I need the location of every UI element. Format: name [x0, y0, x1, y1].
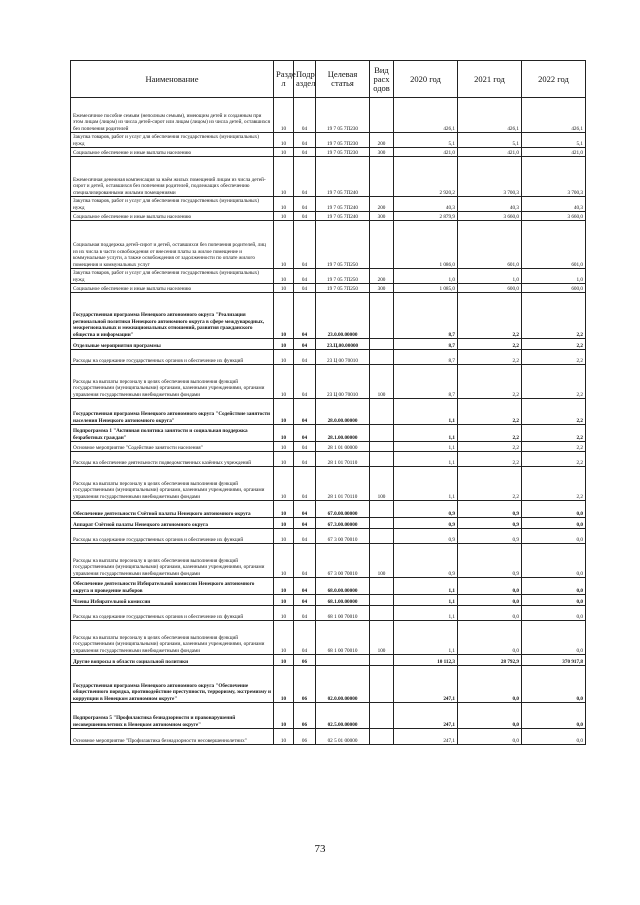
row-expense-type [370, 452, 394, 467]
row-section: 10 [274, 529, 294, 544]
row-subsection: 06 [294, 703, 316, 729]
row-value-2020: 0,9 [394, 544, 458, 578]
row-subsection: 04 [294, 339, 316, 350]
row-value-2021: 0,0 [458, 578, 522, 595]
row-name: Социальная поддержка детей-сирот и детей, оставшихся без попечения родителей, лиц из их числа в части освобождения от внесения платы за жилое помещение и коммунальные услуги, а также освобождения от задолженности по оплате жилого помещения и коммунальных услуг [71, 221, 274, 269]
row-name: Ежемесячное пособие семьям (неполным семьям), имеющим детей и созданным при этом лицам (лицом) из числа детей-сирот или лицам (лицом) из числа детей, оставшихся без попечения родителей [71, 98, 274, 133]
row-value-2022: 2,2 [522, 425, 586, 442]
row-name: Расходы на содержание государственных органов и обеспечение их функций [71, 606, 274, 621]
row-target-article: 67 3 00 70010 [316, 529, 370, 544]
table-row [71, 666, 586, 703]
row-value-2020: 1,1 [394, 606, 458, 621]
table-row [71, 197, 586, 212]
row-expense-type: 100 [370, 544, 394, 578]
row-target-article: 28.1.00.00000 [316, 425, 370, 442]
row-subsection: 04 [294, 467, 316, 501]
table-row [71, 221, 586, 269]
row-section: 10 [274, 544, 294, 578]
budget-table-page [70, 60, 585, 745]
row-section: 10 [274, 452, 294, 467]
row-subsection: 04 [294, 157, 316, 197]
table-row [71, 518, 586, 529]
header-expense-type: Вид расх одов [370, 61, 394, 98]
row-value-2022: 0,0 [522, 578, 586, 595]
row-target-article: 02.5.00.00000 [316, 703, 370, 729]
header-year-2021: 2021 год [458, 61, 522, 98]
row-subsection: 06 [294, 729, 316, 745]
row-expense-type [370, 98, 394, 133]
row-value-2022: 600,0 [522, 284, 586, 293]
row-expense-type: 100 [370, 365, 394, 399]
row-value-2021: 40,3 [458, 197, 522, 212]
row-expense-type: 200 [370, 133, 394, 148]
table-row [71, 544, 586, 578]
row-expense-type [370, 399, 394, 425]
row-value-2021: 3 660,0 [458, 212, 522, 221]
table-row [71, 339, 586, 350]
row-target-article: 23.Ц.00.00000 [316, 339, 370, 350]
row-section: 10 [274, 425, 294, 442]
row-value-2021: 0,9 [458, 518, 522, 529]
row-value-2021: 426,1 [458, 98, 522, 133]
row-value-2022: 370 917,8 [522, 655, 586, 666]
row-section: 10 [274, 655, 294, 666]
row-subsection: 04 [294, 606, 316, 621]
row-target-article: 02.0.00.00000 [316, 666, 370, 703]
row-name: Другие вопросы в области социальной политики [71, 655, 274, 666]
row-value-2020: 8,7 [394, 350, 458, 365]
row-section: 10 [274, 666, 294, 703]
row-expense-type [370, 518, 394, 529]
row-value-2021: 0,9 [458, 544, 522, 578]
row-value-2022: 5,1 [522, 133, 586, 148]
row-section: 10 [274, 221, 294, 269]
row-value-2021: 0,0 [458, 703, 522, 729]
row-section: 10 [274, 339, 294, 350]
table-header-row [71, 61, 586, 98]
row-section: 10 [274, 133, 294, 148]
row-target-article: 68 1 00 70010 [316, 621, 370, 655]
header-name: Наименование [71, 61, 274, 98]
row-section: 10 [274, 212, 294, 221]
row-expense-type [370, 425, 394, 442]
row-subsection: 04 [294, 293, 316, 339]
row-target-article: 67 3 00 70010 [316, 544, 370, 578]
row-name: Расходы на выплаты персоналу в целях обеспечения выполнения функций государственными (муниципальными) органами, казенными учреждениями, органами управления государственными внебюджетными фондами [71, 621, 274, 655]
row-name: Социальное обеспечение и иные выплаты населению [71, 148, 274, 157]
row-section: 10 [274, 269, 294, 284]
row-subsection: 04 [294, 221, 316, 269]
row-value-2022: 421,0 [522, 148, 586, 157]
row-target-article: 28 1 01 70110 [316, 467, 370, 501]
row-subsection: 04 [294, 442, 316, 452]
row-target-article: 68 1 00 70010 [316, 606, 370, 621]
row-value-2021: 0,0 [458, 729, 522, 745]
row-value-2021: 0,0 [458, 621, 522, 655]
row-name: Закупка товаров, работ и услуг для обеспечения государственных (муниципальных) нужд [71, 269, 274, 284]
row-expense-type [370, 703, 394, 729]
row-name: Расходы на выплаты персоналу в целях обеспечения выполнения функций государственными (муниципальными) органами, казенными учреждениями, органами управления государственными внебюджетными фондами [71, 365, 274, 399]
row-value-2021: 2,2 [458, 365, 522, 399]
row-expense-type: 300 [370, 284, 394, 293]
row-subsection: 04 [294, 284, 316, 293]
row-subsection: 04 [294, 269, 316, 284]
table-body [71, 98, 586, 745]
row-name: Расходы на выплаты персоналу в целях обеспечения выполнения функций государственными (муниципальными) органами, казенными учреждениями, органами управления государственными внебюджетными фондами [71, 467, 274, 501]
budget-table [70, 60, 586, 745]
row-subsection: 04 [294, 452, 316, 467]
table-row [71, 452, 586, 467]
row-value-2020: 1,1 [394, 452, 458, 467]
row-section: 10 [274, 98, 294, 133]
row-section: 10 [274, 578, 294, 595]
row-section: 10 [274, 729, 294, 745]
row-value-2020: 5,1 [394, 133, 458, 148]
row-value-2020: 1 086,0 [394, 221, 458, 269]
header-target-article: Целевая статья [316, 61, 370, 98]
row-section: 10 [274, 703, 294, 729]
row-expense-type [370, 666, 394, 703]
row-section: 10 [274, 157, 294, 197]
row-value-2020: 1,1 [394, 621, 458, 655]
row-name: Обеспечение деятельности Счётной палаты Ненецкого автономного округа [71, 501, 274, 518]
row-value-2022: 2,2 [522, 442, 586, 452]
row-value-2022: 2,2 [522, 350, 586, 365]
row-target-article: 19 7 05 7П230 [316, 148, 370, 157]
row-section: 10 [274, 293, 294, 339]
row-value-2020: 1,1 [394, 467, 458, 501]
row-target-article: 19 7 05 7П240 [316, 212, 370, 221]
row-value-2022: 0,0 [522, 703, 586, 729]
row-expense-type [370, 595, 394, 606]
row-value-2022: 0,0 [522, 729, 586, 745]
row-value-2022: 2,2 [522, 365, 586, 399]
row-expense-type: 200 [370, 197, 394, 212]
row-target-article: 19 7 05 7П250 [316, 284, 370, 293]
row-section: 10 [274, 467, 294, 501]
row-value-2022: 2,2 [522, 452, 586, 467]
row-section: 10 [274, 148, 294, 157]
row-name: Социальное обеспечение и иные выплаты населению [71, 284, 274, 293]
row-subsection: 04 [294, 595, 316, 606]
row-target-article: 02 5 01 00000 [316, 729, 370, 745]
row-target-article: 67.0.00.00000 [316, 501, 370, 518]
row-expense-type: 200 [370, 269, 394, 284]
row-value-2020: 1 085,0 [394, 284, 458, 293]
row-value-2022: 2,2 [522, 399, 586, 425]
row-value-2022: 3 660,0 [522, 212, 586, 221]
row-value-2020: 0,9 [394, 529, 458, 544]
row-value-2021: 2,2 [458, 442, 522, 452]
row-value-2021: 0,0 [458, 595, 522, 606]
row-subsection: 04 [294, 501, 316, 518]
row-target-article: 23 Ц 00 70010 [316, 350, 370, 365]
row-expense-type: 300 [370, 212, 394, 221]
row-value-2020: 421,0 [394, 148, 458, 157]
row-value-2022: 601,0 [522, 221, 586, 269]
row-subsection: 04 [294, 212, 316, 221]
row-value-2020: 2 920,2 [394, 157, 458, 197]
table-row [71, 529, 586, 544]
row-value-2020: 10 112,3 [394, 655, 458, 666]
row-value-2021: 601,0 [458, 221, 522, 269]
row-name: Обеспечение деятельности Избирательной комиссии Ненецкого автономного округа и проведение выборов [71, 578, 274, 595]
row-expense-type [370, 655, 394, 666]
row-name: Подпрограмма 1 "Активная политика занятости и социальная поддержка безработных граждан" [71, 425, 274, 442]
row-value-2022: 2,2 [522, 467, 586, 501]
row-value-2020: 40,3 [394, 197, 458, 212]
row-expense-type [370, 293, 394, 339]
row-value-2021: 2,2 [458, 350, 522, 365]
row-subsection: 04 [294, 399, 316, 425]
row-value-2020: 1,1 [394, 442, 458, 452]
row-value-2021: 2,2 [458, 467, 522, 501]
header-subsection: Подр аздел [294, 61, 316, 98]
table-row [71, 703, 586, 729]
row-target-article: 67.3.00.00000 [316, 518, 370, 529]
row-value-2022: 0,0 [522, 501, 586, 518]
row-expense-type [370, 606, 394, 621]
table-row [71, 399, 586, 425]
row-value-2020: 1,1 [394, 595, 458, 606]
row-section: 10 [274, 197, 294, 212]
row-name: Основное мероприятие "Профилактика безнадзорности несовершеннолетних" [71, 729, 274, 745]
row-value-2020: 8,7 [394, 365, 458, 399]
header-year-2020: 2020 год [394, 61, 458, 98]
row-subsection: 04 [294, 365, 316, 399]
row-value-2022: 0,0 [522, 529, 586, 544]
row-subsection: 04 [294, 518, 316, 529]
table-row [71, 501, 586, 518]
row-name: Закупка товаров, работ и услуг для обеспечения государственных (муниципальных) нужд [71, 133, 274, 148]
row-subsection: 04 [294, 578, 316, 595]
table-row [71, 284, 586, 293]
row-subsection: 04 [294, 425, 316, 442]
row-value-2020: 247,1 [394, 666, 458, 703]
row-name: Основное мероприятие "Содействие занятости населения" [71, 442, 274, 452]
row-expense-type [370, 339, 394, 350]
row-section: 10 [274, 442, 294, 452]
row-value-2020: 247,1 [394, 729, 458, 745]
row-expense-type [370, 221, 394, 269]
row-subsection: 04 [294, 133, 316, 148]
row-value-2021: 2,2 [458, 452, 522, 467]
row-value-2022: 0,0 [522, 544, 586, 578]
row-name: Государственная программа Ненецкого автономного округа "Содействие занятости населения Ненецкого автономного округа" [71, 399, 274, 425]
row-subsection: 04 [294, 350, 316, 365]
table-row [71, 425, 586, 442]
row-value-2022: 426,1 [522, 98, 586, 133]
row-expense-type [370, 157, 394, 197]
row-target-article: 28 1 01 70110 [316, 452, 370, 467]
row-value-2022: 40,3 [522, 197, 586, 212]
row-target-article: 19 7 05 7П240 [316, 197, 370, 212]
table-row [71, 350, 586, 365]
row-value-2020: 1,1 [394, 578, 458, 595]
row-value-2020: 1,1 [394, 399, 458, 425]
row-name: Закупка товаров, работ и услуг для обеспечения государственных (муниципальных) нужд [71, 197, 274, 212]
row-name: Расходы на содержание государственных органов и обеспечение их функций [71, 529, 274, 544]
row-target-article: 28.0.00.00000 [316, 399, 370, 425]
row-expense-type [370, 529, 394, 544]
row-value-2021: 1,0 [458, 269, 522, 284]
row-value-2021: 2,2 [458, 293, 522, 339]
row-subsection: 04 [294, 148, 316, 157]
header-section: Разде л [274, 61, 294, 98]
table-row [71, 148, 586, 157]
row-value-2022: 2,2 [522, 339, 586, 350]
row-value-2022: 0,0 [522, 595, 586, 606]
row-section: 10 [274, 284, 294, 293]
table-row [71, 269, 586, 284]
row-name: Расходы на обеспечение деятельности подведомственных казённых учреждений [71, 452, 274, 467]
row-value-2021: 0,0 [458, 606, 522, 621]
row-subsection: 06 [294, 666, 316, 703]
row-value-2020: 1,0 [394, 269, 458, 284]
row-name: Государственная программа Ненецкого автономного округа "Реализация региональной политики Ненецкого автономного округа в сфере международных, межрегиональных и межнациональных отношений, развития гражданского общества и информации" [71, 293, 274, 339]
row-value-2021: 421,0 [458, 148, 522, 157]
row-expense-type: 100 [370, 621, 394, 655]
row-value-2020: 247,1 [394, 703, 458, 729]
row-value-2021: 28 792,9 [458, 655, 522, 666]
row-value-2021: 2,2 [458, 425, 522, 442]
table-row [71, 442, 586, 452]
page-number: 73 [314, 843, 326, 855]
row-target-article: 19 7 05 7П250 [316, 269, 370, 284]
row-expense-type: 300 [370, 148, 394, 157]
row-value-2021: 5,1 [458, 133, 522, 148]
table-row [71, 595, 586, 606]
row-value-2022: 0,0 [522, 666, 586, 703]
row-target-article: 68.1.00.00000 [316, 595, 370, 606]
row-name: Государственная программа Ненецкого автономного округа "Обеспечение общественного порядка, противодействие преступности, терроризму, экстремизму и коррупции в Ненецком автономном округе" [71, 666, 274, 703]
row-target-article: 28 1 01 00000 [316, 442, 370, 452]
row-name: Аппарат Счётной палаты Ненецкого автономного округа [71, 518, 274, 529]
row-value-2020: 426,1 [394, 98, 458, 133]
row-expense-type [370, 350, 394, 365]
row-value-2022: 1,0 [522, 269, 586, 284]
row-section: 10 [274, 350, 294, 365]
row-subsection: 04 [294, 98, 316, 133]
row-target-article: 19 7 05 7П240 [316, 157, 370, 197]
row-value-2022: 0,0 [522, 606, 586, 621]
table-row [71, 606, 586, 621]
row-value-2020: 0,9 [394, 501, 458, 518]
row-value-2020: 0,9 [394, 518, 458, 529]
table-row [71, 365, 586, 399]
row-section: 10 [274, 501, 294, 518]
row-target-article: 19 7 05 7П250 [316, 221, 370, 269]
table-row [71, 133, 586, 148]
row-expense-type [370, 501, 394, 518]
row-expense-type [370, 578, 394, 595]
table-row [71, 578, 586, 595]
row-value-2021: 600,0 [458, 284, 522, 293]
row-value-2022: 0,0 [522, 621, 586, 655]
row-name: Подпрограмма 5 "Профилактика безнадзорности и правонарушений несовершеннолетних в Ненецком автономном округе" [71, 703, 274, 729]
row-subsection: 04 [294, 197, 316, 212]
row-name: Расходы на выплаты персоналу в целях обеспечения выполнения функций государственными (муниципальными) органами, казенными учреждениями, органами управления государственными внебюджетными фондами [71, 544, 274, 578]
row-value-2021: 0,0 [458, 666, 522, 703]
row-value-2022: 3 700,3 [522, 157, 586, 197]
table-row [71, 655, 586, 666]
table-row [71, 293, 586, 339]
row-section: 10 [274, 595, 294, 606]
row-value-2021: 0,9 [458, 501, 522, 518]
row-section: 10 [274, 606, 294, 621]
row-target-article [316, 655, 370, 666]
row-expense-type: 100 [370, 467, 394, 501]
row-value-2022: 2,2 [522, 293, 586, 339]
row-value-2021: 0,9 [458, 529, 522, 544]
table-row [71, 212, 586, 221]
row-target-article: 19 7 05 7П230 [316, 98, 370, 133]
row-value-2020: 1,1 [394, 425, 458, 442]
table-row [71, 729, 586, 745]
row-name: Отдельные мероприятия программы [71, 339, 274, 350]
row-value-2022: 0,0 [522, 518, 586, 529]
row-value-2020: 8,7 [394, 339, 458, 350]
row-value-2021: 3 700,3 [458, 157, 522, 197]
header-year-2022: 2022 год [522, 61, 586, 98]
row-target-article: 23.0.00.00000 [316, 293, 370, 339]
row-section: 10 [274, 518, 294, 529]
row-value-2020: 2 879,9 [394, 212, 458, 221]
row-section: 10 [274, 621, 294, 655]
row-section: 10 [274, 365, 294, 399]
row-expense-type [370, 729, 394, 745]
row-expense-type [370, 442, 394, 452]
row-name: Расходы на содержание государственных органов и обеспечение их функций [71, 350, 274, 365]
row-target-article: 23 Ц 00 70010 [316, 365, 370, 399]
row-subsection: 04 [294, 529, 316, 544]
row-name: Ежемесячная денежная компенсация за наём жилых помещений лицам из числа детей-сирот и детей, оставшихся без попечения родителей, подлежащих обеспечению специализированными жилыми помещениями [71, 157, 274, 197]
table-row [71, 467, 586, 501]
row-value-2020: 8,7 [394, 293, 458, 339]
table-row [71, 157, 586, 197]
row-name: Члены Избирательной комиссии [71, 595, 274, 606]
table-row [71, 621, 586, 655]
row-subsection: 06 [294, 655, 316, 666]
row-subsection: 04 [294, 544, 316, 578]
table-row [71, 98, 586, 133]
row-value-2021: 2,2 [458, 339, 522, 350]
row-target-article: 68.0.00.00000 [316, 578, 370, 595]
row-section: 10 [274, 399, 294, 425]
row-value-2021: 2,2 [458, 399, 522, 425]
row-name: Социальное обеспечение и иные выплаты населению [71, 212, 274, 221]
row-subsection: 04 [294, 621, 316, 655]
row-target-article: 19 7 05 7П230 [316, 133, 370, 148]
